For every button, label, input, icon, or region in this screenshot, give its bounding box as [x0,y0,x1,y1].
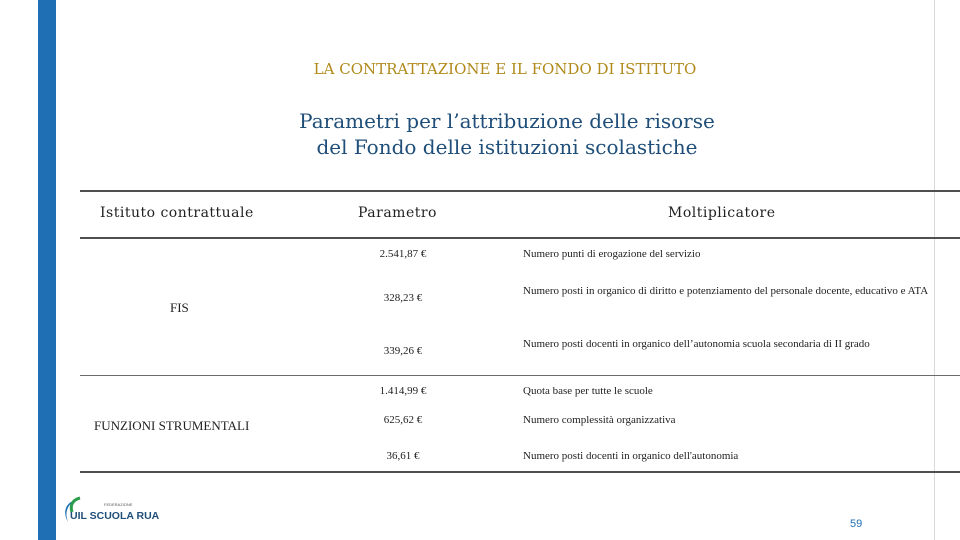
table-row-desc: Numero punti di erogazione del servizio [523,248,701,260]
page-subtitle [0,108,960,160]
column-header-parametro: Parametro [358,205,437,221]
logo-top-text: FEDERAZIONE [104,502,133,507]
table-row-desc: Quota base per tutte le scuole [523,385,653,397]
table-bottom-rule [80,471,960,473]
page-number: 59 [850,518,863,530]
table-row-value: 2.541,87 € [379,248,427,260]
side-accent-bar [38,0,56,540]
column-header-moltiplicatore: Moltiplicatore [668,205,776,221]
group-name-fis: FIS [170,300,189,315]
table-row-value: 328,23 € [383,292,423,304]
table-row-desc: Numero posti docenti in organico dell’autonomia scuola secondaria di II grado [523,338,870,350]
table-row-value: 36,61 € [386,450,420,462]
table-group-divider [80,375,960,376]
table-row-desc: Numero complessità organizzativa [523,414,676,426]
logo-main-text: UIL SCUOLA RUA [70,510,160,522]
table-row-value: 625,62 € [383,414,423,426]
table-row-desc: Numero posti docenti in organico dell'autonomia [523,450,739,462]
table-row-value: 339,26 € [383,345,423,357]
column-header-istituto: Istituto contrattuale [100,205,254,221]
subtitle-line-1: Parametri per l’attribuzione delle risorse [299,109,715,133]
table-header-rule [80,237,960,239]
page-title: LA CONTRATTAZIONE E IL FONDO DI ISTITUTO [313,60,697,78]
table-row-desc: Numero posti in organico di diritto e potenziamento del personale docente, educativo e ATA [523,285,929,297]
subtitle-line-2: del Fondo delle istituzioni scolastiche [316,135,698,159]
group-name-funzioni-strumentali: FUNZIONI STRUMENTALI [94,418,250,433]
table-row-value: 1.414,99 € [379,385,427,397]
right-divider [934,0,935,540]
table-top-rule [80,190,960,192]
uil-scuola-logo [62,494,162,528]
